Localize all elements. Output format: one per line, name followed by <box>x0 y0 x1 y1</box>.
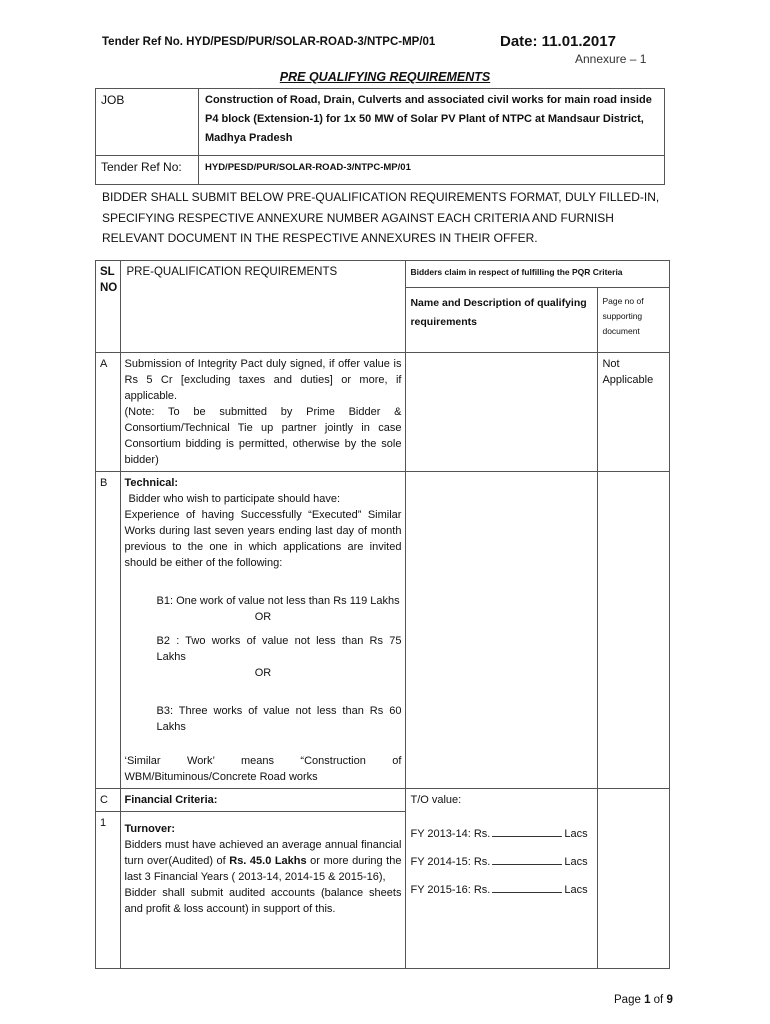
fy-2014-15: FY 2014-15: Rs. Lacs <box>410 856 588 868</box>
col-header-bidders-claim: Bidders claim in respect of fulfilling the PQR Criteria <box>406 261 670 288</box>
row-a-claim <box>406 353 598 472</box>
job-table <box>95 88 665 185</box>
annexure-label: Annexure – 1 <box>575 52 647 66</box>
row-a-requirement <box>120 353 406 472</box>
job-description: Construction of Road, Drain, Culverts and associated civil works for main road inside P4 block (Extension-1) for 1x 50 MW of Solar PV Plant of NTPC at Mandsaur District, Madhya Pradesh <box>199 89 665 156</box>
row-c-page <box>598 789 670 969</box>
row-b-option-2: B2 : Two works of value not less than Rs 75 Lakhs <box>156 635 402 663</box>
row-a-sl: A <box>96 353 121 472</box>
row-b-page <box>598 472 670 789</box>
row-c-heading: Financial Criteria: <box>120 789 406 812</box>
row-b-option-3: B3: Three works of value not less than Rs 60 Lakhs <box>156 705 402 733</box>
turnover-amount: Rs. 45.0 Lakhs <box>229 855 307 867</box>
fy-2015-16: FY 2015-16: Rs. Lacs <box>410 884 588 896</box>
row-a-page: Not Applicable <box>598 353 670 472</box>
row-b-text: Experience of having Successfully “Executed” Similar Works during last seven years ending last day of month previous to the one in which applications are invited should be either of the following: <box>124 509 402 569</box>
table-row <box>96 472 670 789</box>
pqr-table <box>95 260 670 969</box>
page-title: PRE QUALIFYING REQUIREMENTS <box>279 70 491 84</box>
row-b-claim <box>406 472 598 789</box>
row-1-sl: 1 <box>96 812 121 969</box>
table-row <box>96 353 670 472</box>
row-b-lead: Bidder who wish to participate should have: <box>128 493 341 505</box>
row-b-option-1: B1: One work of value not less than Rs 119 Lakhs <box>156 595 400 607</box>
document-date: Date: 11.01.2017 <box>500 33 616 50</box>
row-1-text-2: Bidder shall submit audited accounts (balance sheets and profit & loss account) in support of this. <box>124 887 402 915</box>
job-row <box>96 89 665 156</box>
tender-ref-value: HYD/PESD/PUR/SOLAR-ROAD-3/NTPC-MP/01 <box>199 156 665 185</box>
row-1-requirement <box>120 812 406 969</box>
col-header-requirements: PRE-QUALIFICATION REQUIREMENTS <box>120 261 406 353</box>
col-header-page-no: Page no of supporting document <box>598 288 670 353</box>
row-b-heading: Technical: <box>124 477 179 489</box>
to-value-label: T/O value: <box>410 794 462 806</box>
row-a-note: (Note: To be submitted by Prime Bidder & Consortium/Technical Tie up partner jointly in case Consortium bidding is permitted, otherwise by the sole bidder) <box>124 406 402 466</box>
row-b-requirement <box>120 472 406 789</box>
row-a-text: Submission of Integrity Pact duly signed, if offer value is Rs 5 Cr [excluding taxes and duties] or more, if applicable. <box>124 358 402 402</box>
row-1-text: Bidders must have achieved an average annual financial turn over(Audited) of Rs. 45.0 Lakhs or more during the last 3 Financial Years ( 2013-14, 2014-15 & 2015-16), <box>124 839 402 883</box>
table-header-row <box>96 261 670 288</box>
tender-ref-label: Tender Ref No: <box>96 156 199 185</box>
tender-ref-header: Tender Ref No. HYD/PESD/PUR/SOLAR-ROAD-3/NTPC-MP/01 <box>102 36 436 48</box>
tender-ref-row <box>96 156 665 185</box>
row-1-heading: Turnover: <box>124 823 176 835</box>
row-b-sl: B <box>96 472 121 789</box>
page-number: Page 1 of 9 <box>614 994 673 1006</box>
fy-2013-14: FY 2013-14: Rs. Lacs <box>410 828 588 840</box>
row-b-or-1: OR <box>254 611 272 623</box>
col-header-name-description: Name and Description of qualifying requirements <box>406 288 598 353</box>
table-row <box>96 789 670 812</box>
row-b-or-2: OR <box>254 667 272 679</box>
row-c-claim <box>406 789 598 969</box>
instruction-paragraph: BIDDER SHALL SUBMIT BELOW PRE-QUALIFICATION REQUIREMENTS FORMAT, DULY FILLED-IN, SPECIFYING RESPECTIVE ANNEXURE NUMBER AGAINST EACH CRITERIA AND FURNISH RELEVANT DOCUMENT IN THE RESPECTIVE ANNEXURES IN THEIR OFFER. <box>102 190 660 245</box>
col-header-sl: SL NO <box>96 261 121 353</box>
row-b-similar-work: ‘Similar Work’ means “Construction of WBM/Bituminous/Concrete Road works <box>124 755 402 783</box>
job-label: JOB <box>96 89 199 156</box>
row-c-sl: C <box>96 789 121 812</box>
